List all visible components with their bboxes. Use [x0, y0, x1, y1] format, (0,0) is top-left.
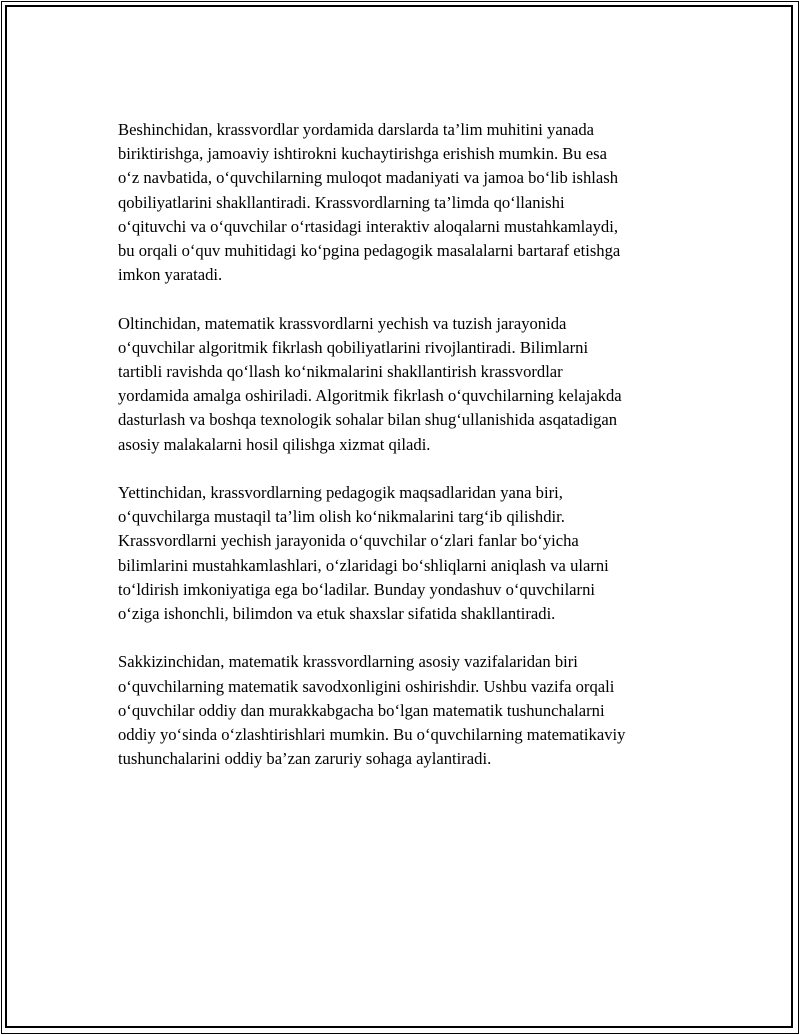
text-line: bu orqali o‘quv muhitidagi ko‘pgina pedagogik masalalarni bartaraf etishga [118, 241, 621, 261]
text-line: Krassvordlarni yechish jarayonida o‘quvchilar o‘zlari fanlar bo‘yicha [118, 531, 579, 551]
text-line: o‘quvchilarning matematik savodxonligini oshirishdir. Ushbu vazifa orqali [118, 676, 615, 696]
paragraph-4 [118, 650, 708, 771]
text-line: bilimlarini mustahkamlashlari, o‘zlaridagi bo‘shliqlarni aniqlash va ularni [118, 555, 609, 575]
text-line: Oltinchidan, matematik krassvordlarni yechish va tuzish jarayonida [118, 313, 567, 333]
text-line: o‘ziga ishonchli, bilimdon va etuk shaxslar sifatida shakllantiradi. [118, 604, 556, 624]
document-body [118, 118, 708, 796]
text-line: tushunchalarini oddiy ba’zan zaruriy sohaga aylantiradi. [118, 749, 492, 769]
text-line: o‘quvchilar oddiy dan murakkabgacha bo‘lgan matematik tushunchalarni [118, 700, 605, 720]
text-line: o‘z navbatida, o‘quvchilarning muloqot madaniyati va jamoa bo‘lib ishlash [118, 168, 618, 188]
text-line: Yettinchidan, krassvordlarning pedagogik maqsadlaridan yana biri, [118, 483, 563, 503]
text-line: o‘quvchilarga mustaqil ta’lim olish ko‘nikmalarini targ‘ib qilishdir. [118, 507, 565, 527]
text-line: oddiy yo‘sinda o‘zlashtirishlari mumkin. Bu o‘quvchilarning matematikaviy [118, 725, 626, 745]
text-line: imkon yaratadi. [118, 265, 223, 285]
text-line: dasturlash va boshqa texnologik sohalar bilan shug‘ullanishida asqatadigan [118, 410, 618, 430]
text-line: Beshinchidan, krassvordlar yordamida darslarda ta’lim muhitini yanada [118, 120, 595, 139]
text-line: asosiy malakalarni hosil qilishga xizmat qiladi. [118, 434, 431, 454]
text-line: o‘quvchilar algoritmik fikrlash qobiliyatlarini rivojlantiradi. Bilimlarni [118, 337, 589, 357]
text-line: to‘ldirish imkoniyatiga ega bo‘ladilar. Bunday yondashuv o‘quvchilarni [118, 579, 595, 599]
text-line: o‘qituvchi va o‘quvchilar o‘rtasidagi interaktiv aloqalarni mustahkamlaydi, [118, 216, 618, 236]
text-line: qobiliyatlarini shakllantiradi. Krassvordlarning ta’limda qo‘llanishi [118, 192, 565, 212]
text-line: tartibli ravishda qo‘llash ko‘nikmalarini shakllantirish krassvordlar [118, 362, 563, 382]
text-line: Sakkizinchidan, matematik krassvordlarning asosiy vazifalaridan biri [118, 652, 578, 672]
paragraph-2 [118, 312, 708, 457]
text-line: yordamida amalga oshiriladi. Algoritmik fikrlash o‘quvchilarning kelajakda [118, 386, 622, 406]
paragraph-3 [118, 481, 708, 626]
paragraph-1 [118, 118, 708, 287]
text-line: biriktirishga, jamoaviy ishtirokni kuchaytirishga erishish mumkin. Bu esa [118, 144, 607, 164]
